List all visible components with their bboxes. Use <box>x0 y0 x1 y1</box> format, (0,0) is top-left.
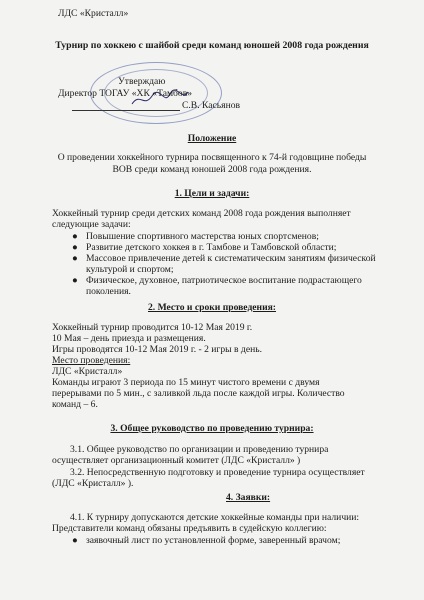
list-item: ● Физическое, духовное, патриотическое воспитание подрастающего поколения. <box>72 275 362 297</box>
approve-director: Директор ТОГАУ «ХК «Тамбов» <box>58 88 193 99</box>
list-item: ● Развитие детского хоккея в г. Тамбове и Тамбовской области; <box>72 242 337 253</box>
section-3-title: 3. Общее руководство по проведению турнира: <box>110 423 314 434</box>
approve-name: С.В. Касьянов <box>182 100 241 111</box>
org-header: ЛДС «Кристалл» <box>58 8 129 19</box>
document-title: Турнир по хоккею с шайбой среди команд юношей 2008 года рождения <box>55 40 369 51</box>
intro-line-2: ВОВ среди команд юношей 2008 года рождения. <box>112 164 312 175</box>
section-1-list <box>72 231 376 297</box>
section-1-lead-1: Хоккейный турнир среди детских команд 2008 года рождения выполняет <box>52 208 351 219</box>
list-item: ● заявочный лист по установленной форме, заверенный врачом; <box>72 535 341 546</box>
section-3-p2: (ЛДС «Кристалл» ). <box>52 478 134 489</box>
section-3-p1: 3.1. Общее руководство по организации и проведению турнира <box>70 444 329 455</box>
section-4-title: 4. Заявки: <box>226 492 271 503</box>
section-2-title: 2. Место и сроки проведения: <box>148 302 276 313</box>
place-label: Место проведения: <box>52 355 131 366</box>
signature-line <box>72 110 180 111</box>
section-1-title: 1. Цели и задачи: <box>174 188 250 199</box>
doc-type-heading: Положение <box>187 133 237 144</box>
section-2-line: Хоккейный турнир проводится 10-12 Мая 2019 г. <box>52 322 253 333</box>
section-3-p1: осуществляет организационный комитет (ЛДС «Кристалл» ) <box>52 455 301 466</box>
approve-word: Утверждаю <box>118 76 166 87</box>
place-value: ЛДС «Кристалл» <box>52 366 123 377</box>
section-2-line: 10 Мая – день приезда и размещения. <box>52 333 206 344</box>
section-2-line: Игры проводятся 10-12 Мая 2019 г. - 2 игры в день. <box>52 344 262 355</box>
rules-line: перерывами по 5 мин., с заливкой льда после каждой игры. Количество <box>52 388 345 399</box>
list-item: ● Массовое привлечение детей к систематическим занятиям физической культурой и спортом; <box>72 253 376 275</box>
section-1-lead-2: следующие задачи: <box>52 219 131 230</box>
section-4-list <box>72 535 341 546</box>
rules-line: команд – 6. <box>52 399 98 410</box>
section-4-p1: Представители команд обязаны предъявить в судейскую коллегию: <box>52 523 327 534</box>
section-3-p2: 3.2. Непосредственную подготовку и проведение турнира осуществляет <box>70 467 365 478</box>
list-item: ● Повышение спортивного мастерства юных спортсменов; <box>72 231 319 242</box>
section-4-p1: 4.1. К турниру допускаются детские хоккейные команды при наличии: <box>70 512 360 523</box>
intro-line-1: О проведении хоккейного турнира посвященного к 74-й годовщине победы <box>57 152 367 163</box>
rules-line: Команды играют 3 периода по 15 минут чистого времени с двумя <box>52 377 320 388</box>
